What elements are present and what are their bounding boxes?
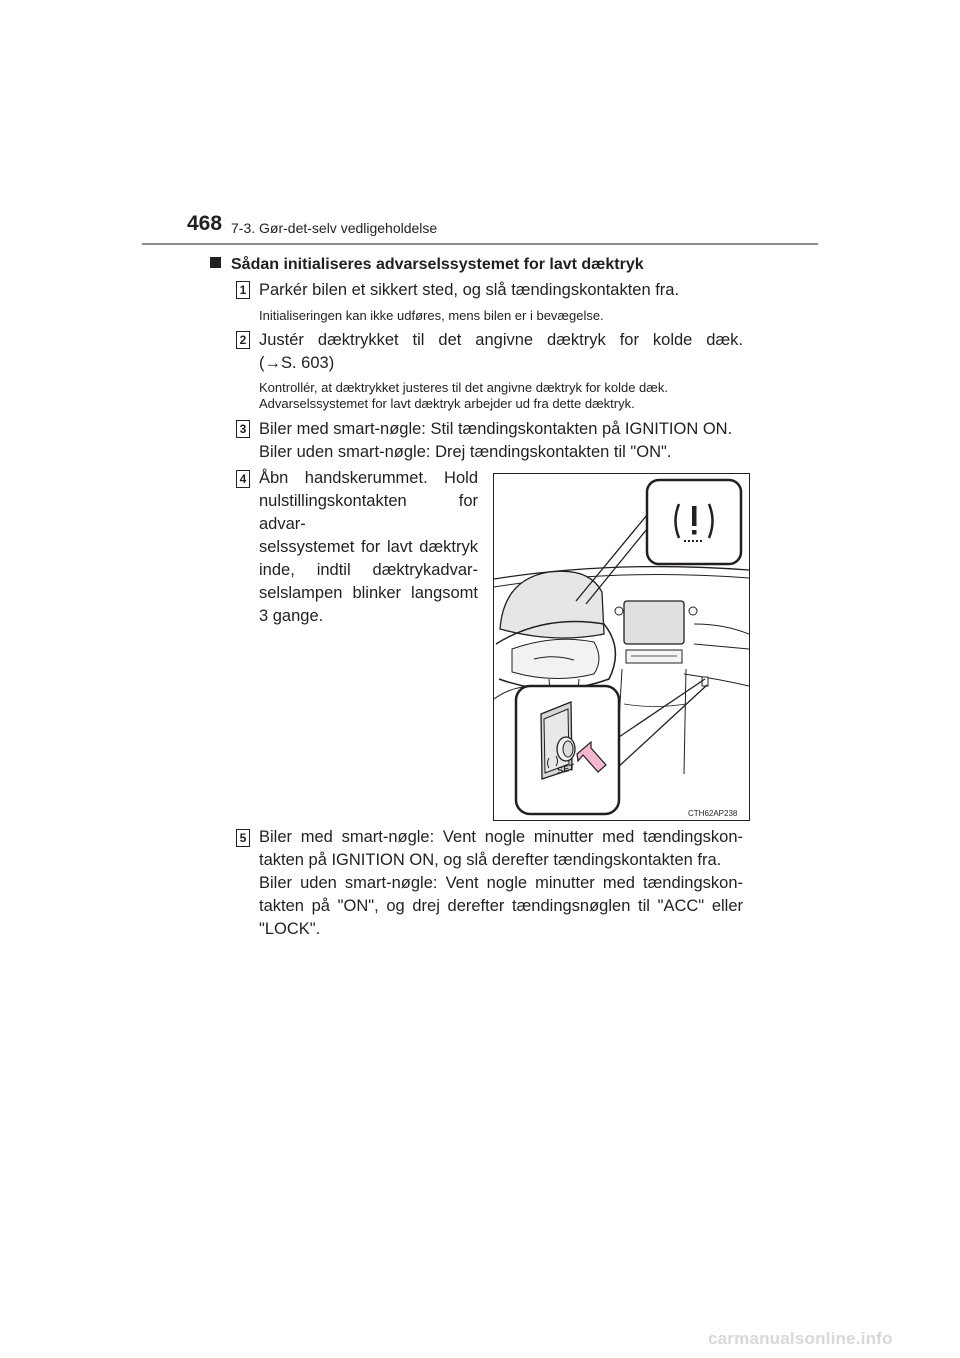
step-2-line: Justér dæktrykket til det angivne dæktryk for kolde dæk.	[259, 331, 743, 349]
step-4-line: inde, indtil dæktrykadvar-	[259, 561, 478, 579]
step-3-text	[259, 418, 743, 464]
step-1-line: Parkér bilen et sikkert sted, og slå tændingskontakten fra.	[259, 281, 680, 299]
step-number-5: 5	[236, 829, 250, 847]
header-divider	[142, 243, 818, 245]
step-4-text	[259, 467, 478, 628]
step-5-line: Biler uden smart-nøgle: Vent nogle minutter med tændingskon-	[259, 874, 743, 892]
step-1-text	[259, 279, 743, 302]
note-line: Initialiseringen kan ikke udføres, mens bilen er i bevægelse.	[259, 308, 604, 323]
step-4-line: 3 gange.	[259, 607, 324, 625]
step-2-note	[259, 380, 749, 412]
step-4-line: Åbn handskerummet. Hold	[259, 469, 478, 487]
note-line: Advarselssystemet for lavt dæktryk arbejder ud fra dette dæktryk.	[259, 396, 635, 411]
step-number-4: 4	[236, 470, 250, 488]
step-1-note	[259, 308, 749, 324]
dashboard-illustration	[493, 473, 750, 821]
step-number-3: 3	[236, 420, 250, 438]
procedure-heading	[210, 255, 644, 275]
set-button-label: SET	[556, 762, 576, 776]
page-number: 468	[187, 212, 223, 235]
section-title: 7-3. Gør-det-selv vedligeholdelse	[231, 220, 438, 236]
step-4-line: selslampen blinker langsomt	[259, 584, 478, 602]
step-3-line: Biler med smart-nøgle: Stil tændingskontakten på IGNITION ON.	[259, 420, 733, 438]
step-4-line: nulstillingskontakten for advar-	[259, 492, 478, 533]
watermark-logo: carmanualsonline.info	[708, 1329, 893, 1348]
step-5-line: takten på "ON", og drej derefter tændingsnøglen til "ACC" eller	[259, 897, 743, 915]
step-5-line: "LOCK".	[259, 920, 321, 938]
step-3-line: Biler uden smart-nøgle: Drej tændingskontakten til "ON".	[259, 443, 672, 461]
step-5-line: Biler med smart-nøgle: Vent nogle minutter med tændingskon-	[259, 828, 743, 846]
figure-code: CTH62AP238	[688, 809, 738, 818]
step-number-2: 2	[236, 331, 250, 349]
step-4-line: selssystemet for lavt dæktryk	[259, 538, 478, 556]
square-bullet-icon	[210, 257, 221, 268]
step-5-text	[259, 826, 743, 941]
step-number-1: 1	[236, 281, 250, 299]
heading-text: Sådan initialiseres advarselssystemet for lavt dæktryk	[231, 256, 644, 273]
step-2-line: (→S. 603)	[259, 354, 335, 372]
step-5-line: takten på IGNITION ON, og slå derefter tændingskontakten fra.	[259, 851, 722, 869]
note-line: Kontrollér, at dæktrykket justeres til det angivne dæktryk for kolde dæk.	[259, 380, 668, 395]
step-2-text	[259, 329, 743, 375]
